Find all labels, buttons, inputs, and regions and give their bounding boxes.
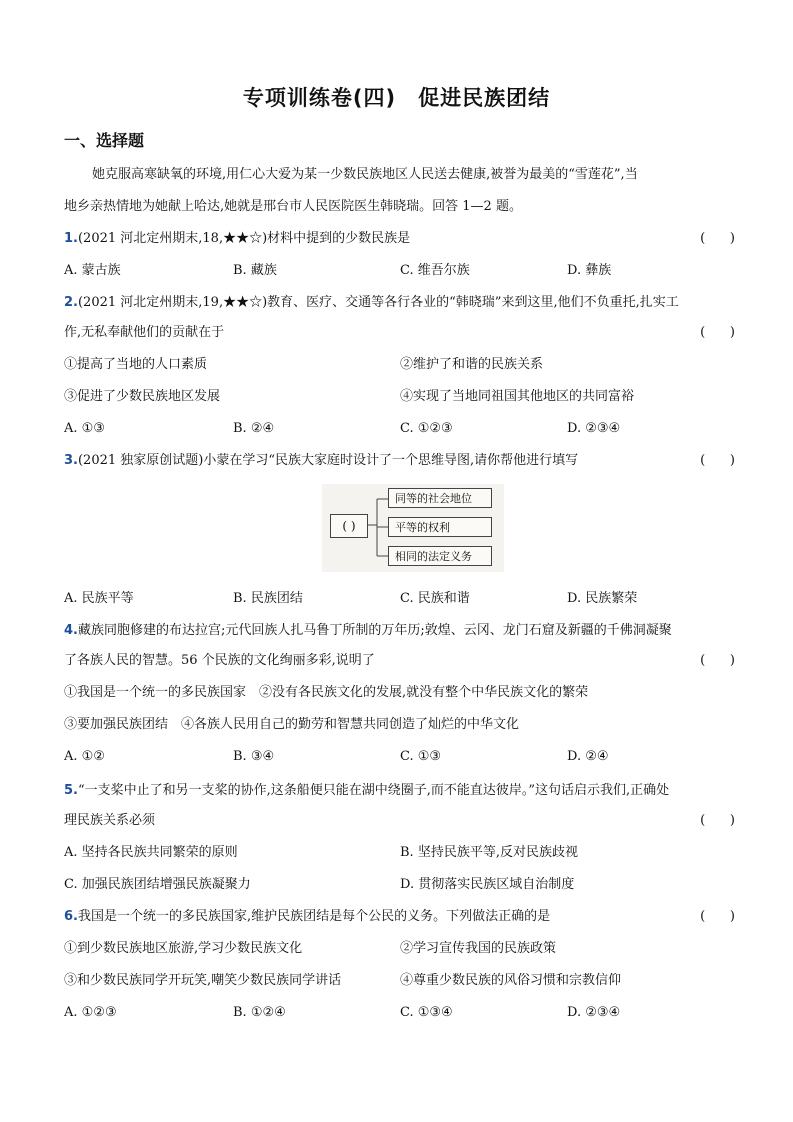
- question-1: [64, 230, 410, 248]
- q2-item-2: ②维护了和谐的民族关系: [400, 357, 544, 372]
- q6-option-c[interactable]: C. ①③④: [400, 1005, 453, 1020]
- q3-option-d[interactable]: D. 民族繁荣: [567, 591, 638, 606]
- question-2-cont: 作,无私奉献他们的贡献在于: [64, 325, 225, 340]
- q4-option-a[interactable]: A. ①②: [64, 749, 105, 764]
- q2-option-b[interactable]: B. ②④: [233, 421, 275, 436]
- question-6: [64, 908, 550, 926]
- question-text: (2021 河北定州期末,19,★★☆)教育、医疗、交通等各行各业的“韩晓瑞”来到这里,他们不负重托,扎实工: [77, 295, 679, 310]
- question-text: (2021 河北定州期末,18,★★☆)材料中提到的少数民族是: [77, 231, 411, 246]
- question-number: 5.: [64, 783, 78, 798]
- q6-option-d[interactable]: D. ②③④: [567, 1005, 621, 1020]
- intro-line-1: 她克服高寒缺氧的环境,用仁心大爱为某一少数民族地区人民送去健康,被誉为最美的“雪莲花”,当: [92, 167, 638, 182]
- q1-option-c[interactable]: C. 维吾尔族: [400, 263, 470, 278]
- question-4-cont: 了各族人民的智慧。56 个民族的文化绚丽多彩,说明了: [64, 653, 375, 668]
- section-heading: 一、选择题: [64, 131, 145, 150]
- question-3: [64, 452, 578, 470]
- answer-blank-3[interactable]: ( ): [700, 453, 735, 468]
- q1-option-a[interactable]: A. 蒙古族: [64, 263, 121, 278]
- question-5: [64, 782, 669, 800]
- question-text: (2021 独家原创试题)小蒙在学习“民族大家庭时设计了一个思维导图,请你帮他进行填写: [77, 453, 579, 468]
- answer-blank-5[interactable]: ( ): [700, 813, 735, 828]
- q1-option-d[interactable]: D. 彝族: [567, 263, 612, 278]
- title-right: 促进民族团结: [418, 86, 551, 110]
- mind-map-root-blank[interactable]: ( ): [330, 514, 368, 538]
- answer-blank-2[interactable]: ( ): [700, 325, 735, 340]
- mind-map-node-1: 同等的社会地位: [388, 488, 492, 508]
- question-number: 3.: [64, 453, 78, 468]
- q3-option-a[interactable]: A. 民族平等: [64, 591, 134, 606]
- q6-option-a[interactable]: A. ①②③: [64, 1005, 117, 1020]
- q5-option-b[interactable]: B. 坚持民族平等,反对民族歧视: [400, 845, 578, 860]
- page-title: [0, 82, 793, 112]
- question-text: 藏族同胞修建的布达拉宫;元代回族人扎马鲁丁所制的万年历;敦煌、云冈、龙门石窟及新疆的千佛洞凝聚: [77, 623, 672, 638]
- question-2: [64, 294, 679, 312]
- question-number: 1.: [64, 231, 78, 246]
- q4-option-c[interactable]: C. ①③: [400, 749, 442, 764]
- q3-option-b[interactable]: B. 民族团结: [233, 591, 303, 606]
- answer-blank-1[interactable]: ( ): [700, 231, 735, 246]
- q6-item-3: ③和少数民族同学开玩笑,嘲笑少数民族同学讲话: [64, 973, 342, 988]
- q5-option-a[interactable]: A. 坚持各民族共同繁荣的原则: [64, 845, 238, 860]
- q6-option-b[interactable]: B. ①②④: [233, 1005, 286, 1020]
- q4-items-line-2: ③要加强民族团结 ④各族人民用自己的勤劳和智慧共同创造了灿烂的中华文化: [64, 717, 520, 732]
- q1-option-b[interactable]: B. 藏族: [233, 263, 277, 278]
- q2-item-3: ③促进了少数民族地区发展: [64, 389, 221, 404]
- intro-line-2: 地乡亲热情地为她献上哈达,她就是邢台市人民医院医生韩晓瑞。回答 1—2 题。: [64, 199, 522, 214]
- mind-map-node-3: 相同的法定义务: [388, 546, 492, 566]
- answer-blank-6[interactable]: ( ): [700, 909, 735, 924]
- question-number: 2.: [64, 295, 78, 310]
- question-text: “一支桨中止了和另一支桨的协作,这条船便只能在湖中绕圈子,而不能直达彼岸。”这句话启示我们,正确处: [77, 783, 670, 798]
- q3-option-c[interactable]: C. 民族和谐: [400, 591, 470, 606]
- mind-map-figure: [322, 484, 504, 572]
- q4-option-b[interactable]: B. ③④: [233, 749, 275, 764]
- q4-items-line-1: ①我国是一个统一的多民族国家 ②没有各民族文化的发展,就没有整个中华民族文化的繁荣: [64, 685, 589, 700]
- mind-map-node-2: 平等的权利: [388, 517, 492, 537]
- question-number: 4.: [64, 623, 78, 638]
- q6-item-1: ①到少数民族地区旅游,学习少数民族文化: [64, 941, 303, 956]
- question-4: [64, 622, 672, 640]
- q5-option-c[interactable]: C. 加强民族团结增强民族凝聚力: [64, 877, 251, 892]
- q4-option-d[interactable]: D. ②④: [567, 749, 609, 764]
- q2-option-c[interactable]: C. ①②③: [400, 421, 453, 436]
- q5-option-d[interactable]: D. 贯彻落实民族区域自治制度: [400, 877, 575, 892]
- question-number: 6.: [64, 909, 78, 924]
- question-5-cont: 理民族关系必须: [64, 813, 156, 828]
- q6-item-2: ②学习宣传我国的民族政策: [400, 941, 557, 956]
- q2-item-1: ①提高了当地的人口素质: [64, 357, 208, 372]
- q2-option-d[interactable]: D. ②③④: [567, 421, 621, 436]
- question-text: 我国是一个统一的多民族国家,维护民族团结是每个公民的义务。下列做法正确的是: [77, 909, 551, 924]
- q2-item-4: ④实现了当地同祖国其他地区的共同富裕: [400, 389, 635, 404]
- answer-blank-4[interactable]: ( ): [700, 653, 735, 668]
- q6-item-4: ④尊重少数民族的风俗习惯和宗教信仰: [400, 973, 622, 988]
- title-left: 专项训练卷(四): [242, 86, 397, 110]
- q2-option-a[interactable]: A. ①③: [64, 421, 105, 436]
